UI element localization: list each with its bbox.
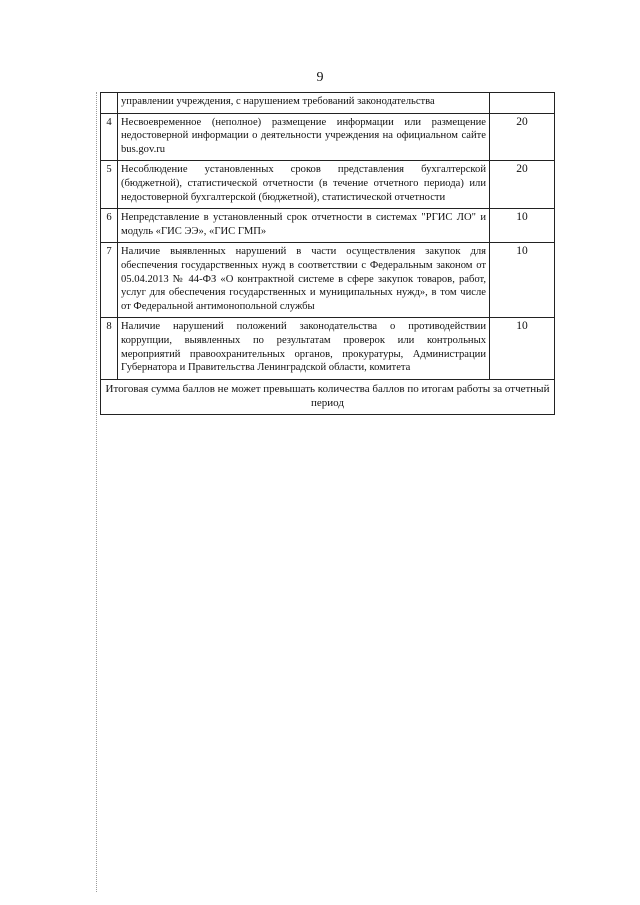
criteria-table <box>100 92 555 415</box>
page-number: 9 <box>316 70 324 85</box>
row-score: 20 <box>490 113 555 161</box>
table-row <box>101 243 555 318</box>
table-row <box>101 318 555 379</box>
table-row <box>101 161 555 209</box>
row-number: 5 <box>101 161 118 209</box>
table-row <box>101 113 555 161</box>
table-row <box>101 93 555 114</box>
row-number: 4 <box>101 113 118 161</box>
row-text: Непредставление в установленный срок отчетности в системах "РГИС ЛО" и модуль «ГИС ЭЭ», «ГИС ГМП» <box>118 209 490 243</box>
row-score <box>490 93 555 114</box>
table-row <box>101 209 555 243</box>
row-text: Несвоевременное (неполное) размещение информации или размещение недостоверной информации о деятельности учреждения на официальном сайте bus.gov.ru <box>118 113 490 161</box>
row-text: управлении учреждения, с нарушением требований законодательства <box>118 93 490 114</box>
margin-rule <box>96 92 97 892</box>
table-footer-note: Итоговая сумма баллов не может превышать количества баллов по итогам работы за отчетный период <box>101 379 555 414</box>
row-score: 10 <box>490 209 555 243</box>
row-number: 7 <box>101 243 118 318</box>
row-number <box>101 93 118 114</box>
row-text: Наличие нарушений положений законодательства о противодействии коррупции, выявленных по результатам проверок или контрольных мероприятий правоохранительных органов, прокуратуры, Администрации Губернатора и Правительства Ленинградской области, комитета <box>118 318 490 379</box>
table-footer-row <box>101 379 555 414</box>
row-score: 10 <box>490 243 555 318</box>
row-number: 8 <box>101 318 118 379</box>
row-score: 10 <box>490 318 555 379</box>
row-number: 6 <box>101 209 118 243</box>
row-score: 20 <box>490 161 555 209</box>
row-text: Несоблюдение установленных сроков представления бухгалтерской (бюджетной), статистической отчетности (в течение отчетного периода) или недостоверной бухгалтерской (бюджетной), статистической отчетности <box>118 161 490 209</box>
row-text: Наличие выявленных нарушений в части осуществления закупок для обеспечения государственных нужд в соответствии с Федеральным законом от 05.04.2013 № 44-ФЗ «О контрактной системе в сфере закупок товаров, работ, услуг для обеспечения государственных и муниципальных нужд», в том числе от Федеральной антимонопольной службы <box>118 243 490 318</box>
